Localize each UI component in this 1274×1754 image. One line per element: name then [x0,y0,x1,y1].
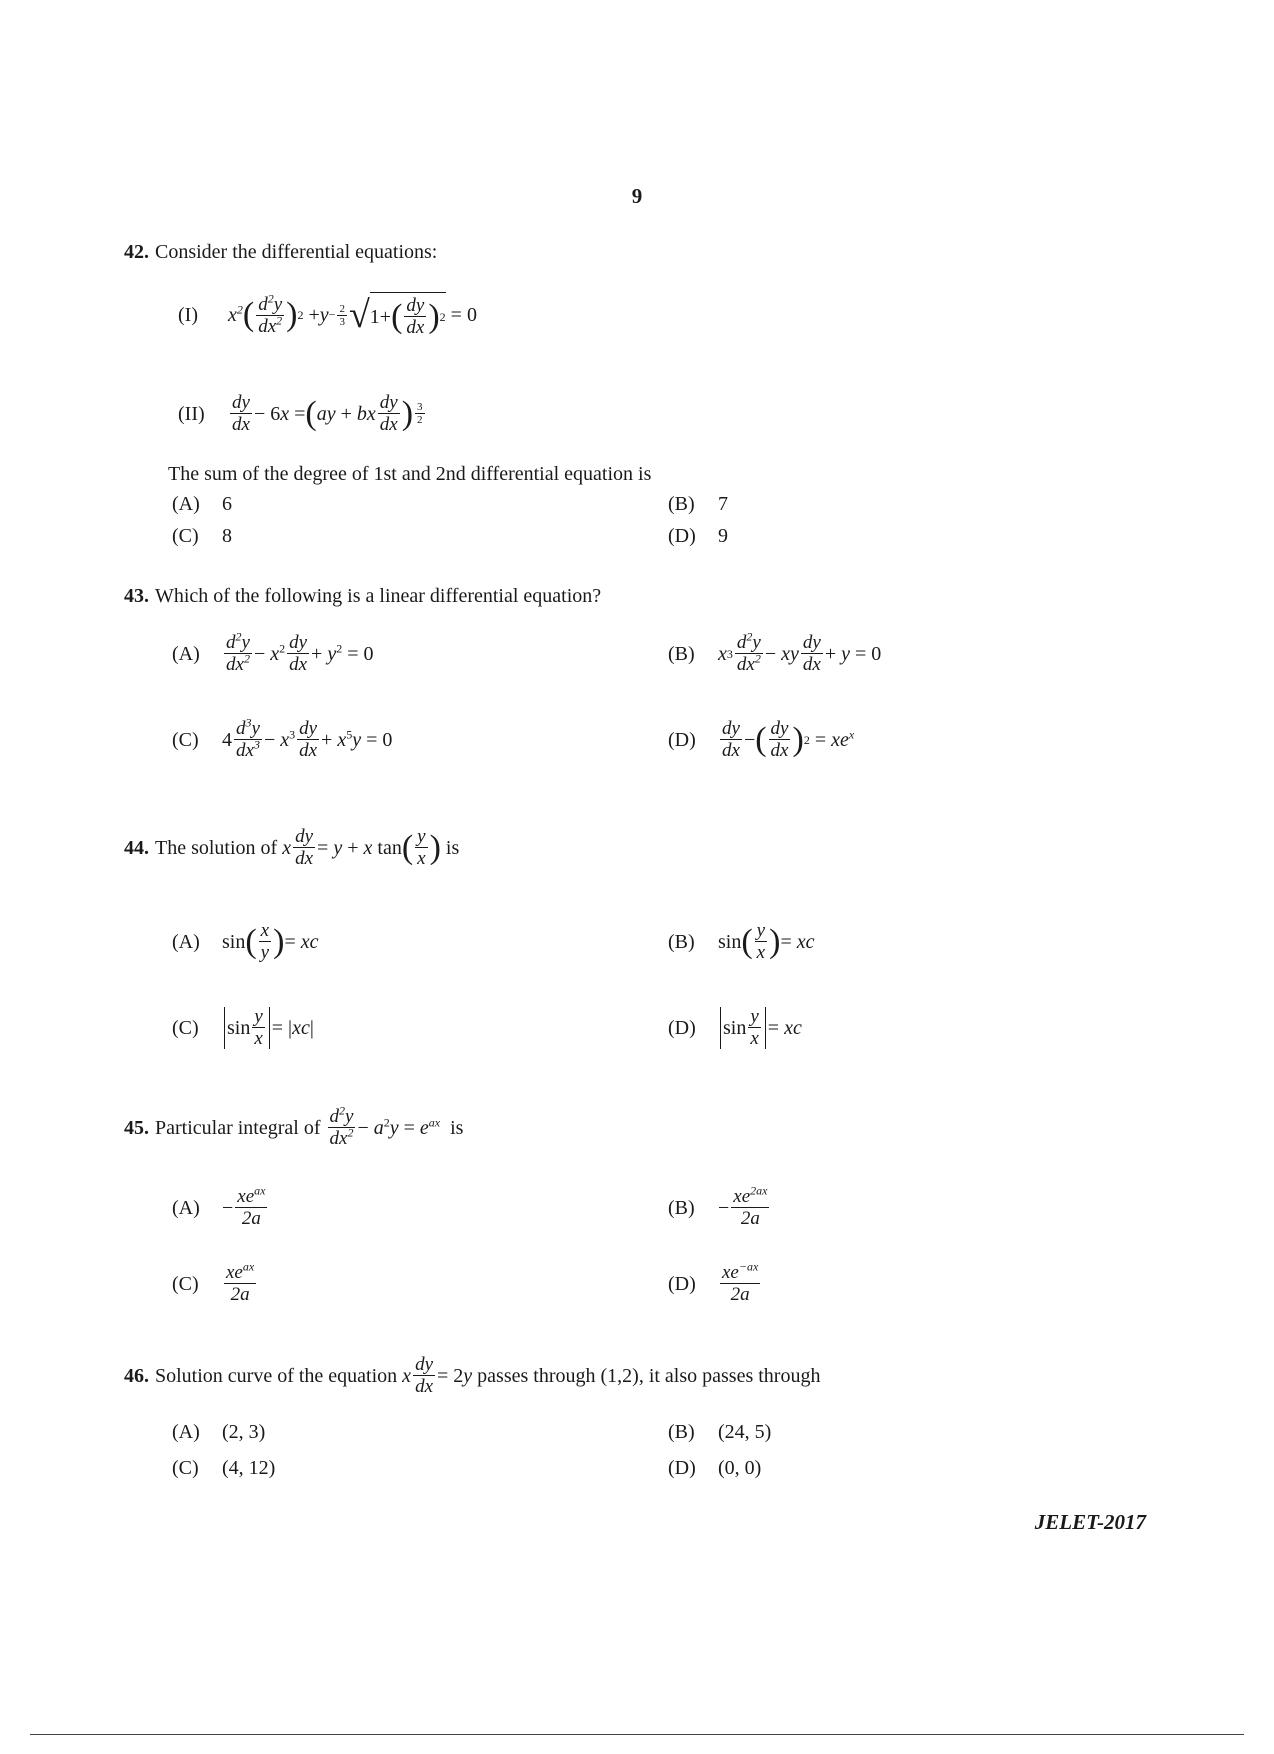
equation-label: (II) [178,402,205,425]
question-43-stem [124,584,601,608]
exam-code-footer: JELET-2017 [1034,1510,1146,1534]
page-number: 9 [631,184,643,208]
q44-option-c: (C) sin $\frac{y}{x}$ = |xc| [172,1006,314,1049]
question-number: 46. [124,1364,149,1387]
question-text: Solution curve of the equation [155,1364,398,1387]
equation-label: (I) [178,304,198,326]
question-text-end: is [445,836,460,859]
q42-question-text: The sum of the degree of 1st and 2nd differential equation is [168,463,652,485]
q46-option-d: (D) (0, 0) [668,1457,762,1479]
question-text: Consider the differential equations: [155,241,438,263]
q42-option-a: (A) 6 [172,493,232,515]
question-45-stem: 45. Particular integral of $\frac{d^2y}{dx^2}$ − $a^2y = e^{ax}$ is [124,1103,464,1149]
question-text: The solution of [155,836,278,859]
q45-option-d: (D) $\frac{xe^{-ax}}{2a}$ [668,1259,759,1305]
q42-option-b: (B) 7 [668,493,728,515]
q42-option-c: (C) 8 [172,525,232,547]
q44-option-b: (B) sin ( $\frac{y}{x}$ ) = xc [668,920,815,963]
q42-equation-2: (II) $\frac{dy}{dx}$ − 6x = ( ay + bx $\frac{dy}{dx}$ ) $\frac{3}{2}$ [178,392,423,435]
q46-option-b: (B) (24, 5) [668,1421,772,1443]
question-text-end: passes through (1,2), it also passes through [477,1364,821,1387]
q42-option-d: (D) 9 [668,525,728,547]
question-text-end: is [450,1116,464,1139]
question-number: 45. [124,1116,149,1139]
q45-option-c: (C) $\frac{xe^{ax}}{2a}$ [172,1259,255,1305]
q45-option-b: (B) − $\frac{xe^{2ax}}{2a}$ [668,1183,768,1229]
bottom-rule [30,1734,1244,1735]
question-text: Which of the following is a linear differential equation? [155,585,602,607]
q43-option-a: (A) $\frac{d^2y}{dx^2}$ − $x^2$ $\frac{dy}{dx}$ + $y^2 = 0$ [172,629,374,675]
question-42-stem [124,240,437,264]
q45-option-a: (A) − $\frac{xe^{ax}}{2a}$ [172,1183,266,1229]
question-46-stem: 46. Solution curve of the equation x $\frac{dy}{dx}$ = 2y passes through (1,2), it also passes through [124,1354,821,1397]
question-number: 44. [124,836,149,859]
q46-option-a: (A) (2, 3) [172,1421,266,1443]
q43-option-d: (D) $\frac{dy}{dx}$ − ( $\frac{dy}{dx}$ ) 2 = $xe^x$ [668,718,855,761]
q43-option-c: (C) 4 $\frac{d^3y}{dx^3}$ − $x^3$ $\frac{dy}{dx}$ + $x^5y = 0$ [172,715,393,761]
q44-option-a: (A) sin ( $\frac{x}{y}$ ) = xc [172,920,319,963]
question-number: 42. [124,241,149,263]
question-44-stem: 44. The solution of x $\frac{dy}{dx}$ = y + x tan ( $\frac{y}{x}$ ) is [124,826,460,869]
q42-equation-1: (I) $x^2$ ( $\frac{d^2y}{dx^2}$ ) 2 + y − $\frac{2}{3}$ √ 1+ ( $\frac{dy}{dx}$ ) 2 = 0 [178,291,477,338]
q44-option-d: (D) sin $\frac{y}{x}$ = xc [668,1006,802,1049]
q46-option-c: (C) (4, 12) [172,1457,276,1479]
question-text: Particular integral of [155,1116,321,1139]
q43-option-b: (B) x 3 $\frac{d^2y}{dx^2}$ − xy $\frac{dy}{dx}$ + y = 0 [668,629,882,675]
question-number: 43. [124,585,149,607]
